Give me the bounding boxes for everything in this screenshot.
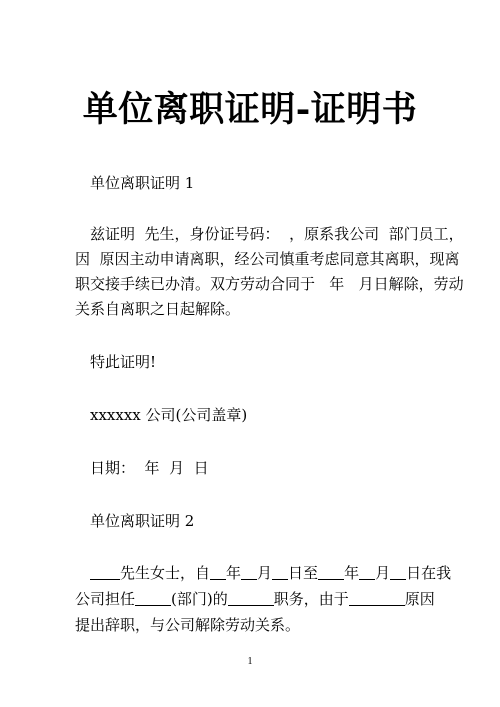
special-statement: 特此证明!	[90, 353, 157, 371]
text-gender: 先生女士，自	[120, 564, 211, 582]
section2-line-3: 提出辞职，与公司解除劳动关系。	[75, 616, 301, 634]
section1-line-1: 兹证明 先生，身份证号码： ，原系我公司 部门员工，	[90, 225, 464, 243]
page-number: 1	[247, 656, 253, 667]
blank-start-month[interactable]	[241, 564, 257, 580]
blank-reason[interactable]	[349, 590, 405, 606]
section2-heading: 单位离职证明 2	[90, 512, 195, 530]
text-department: (部门)的	[171, 590, 228, 608]
blank-job-title[interactable]	[228, 590, 274, 606]
text-at-company: 日在我	[406, 564, 452, 582]
company-seal-line: xxxxxx 公司(公司盖章)	[90, 406, 248, 424]
blank-end-day[interactable]	[390, 564, 406, 580]
blank-start-year[interactable]	[210, 564, 226, 580]
section1-heading: 单位离职证明 1	[90, 174, 195, 192]
text-position-at: 公司担任	[75, 590, 136, 608]
text-year: 年	[226, 564, 242, 582]
section1-line-4: 关系自离职之日起解除。	[75, 300, 241, 318]
text-month: 月	[257, 564, 273, 582]
text-duty: 职务，由于	[273, 590, 349, 608]
blank-end-year[interactable]	[318, 564, 344, 580]
text-month-2: 月	[375, 564, 391, 582]
blank-start-day[interactable]	[272, 564, 288, 580]
section2-line-1	[90, 563, 451, 583]
text-day-to: 日至	[288, 564, 319, 582]
blank-department[interactable]	[135, 590, 171, 606]
section2-line-2	[75, 589, 435, 609]
date-line: 日期： 年 月 日	[90, 459, 209, 477]
document-title: 单位离职证明-证明书	[82, 89, 418, 130]
text-reason: 原因	[404, 590, 435, 608]
blank-name[interactable]	[90, 564, 120, 580]
blank-end-month[interactable]	[359, 564, 375, 580]
section1-line-3: 职交接手续已办清。双方劳动合同于 年 月日解除，劳动	[75, 275, 464, 293]
section1-line-2: 因 原因主动申请离职，经公司慎重考虑同意其离职，现离	[75, 250, 460, 268]
text-year-2: 年	[344, 564, 360, 582]
